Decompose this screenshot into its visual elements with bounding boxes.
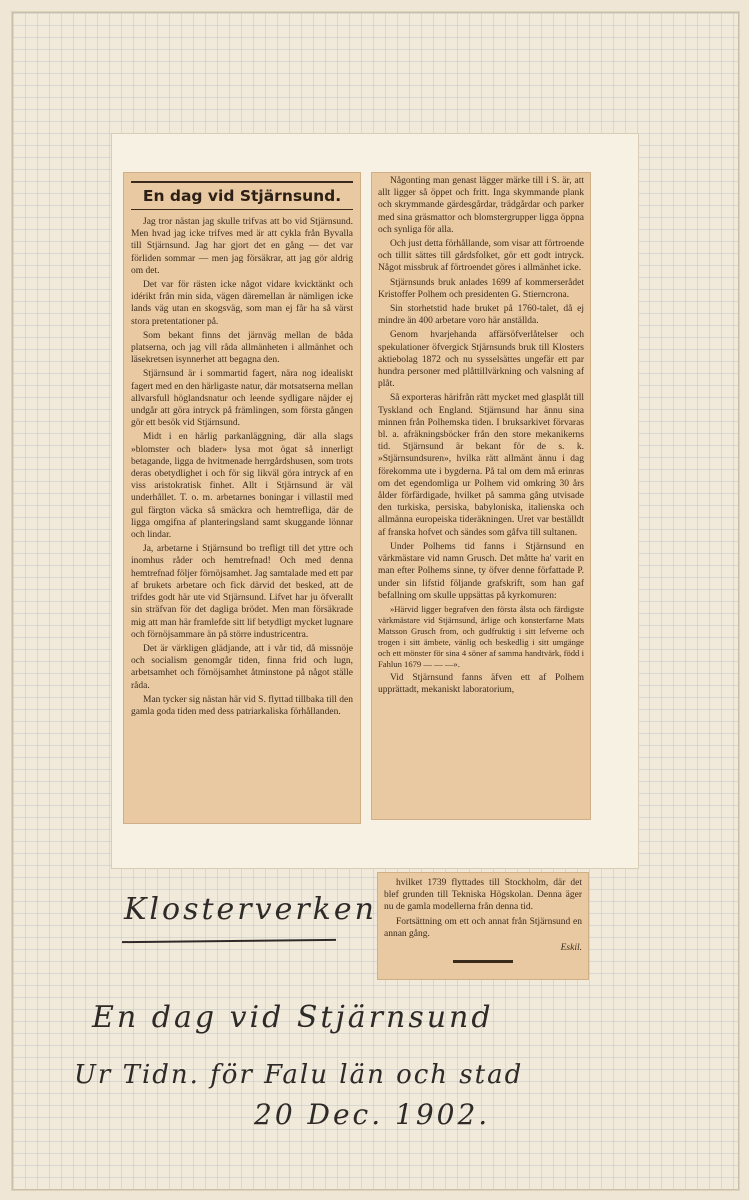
article-paragraph: Midt i en härlig parkanläggning, där alla slags »blomster och blader» lysa mot ögat så innerligt betagande, ligga de hvitmenade herrgårdshusen, som trots deras obetydlighet i och för sig likväl göra intryck af en viss aristokratisk finhet. Allt i Stjärnsund är väl underhållet. T. o. m. arbetarnes boningar i villastil med gul färgton väcka så smäckra och hemtrefliga, där de ligga omgifna af planteringsland samt skuggande lönnar och lindar. bbox=[131, 432, 353, 541]
newspaper-clipping-continuation bbox=[377, 872, 589, 980]
epitaph-quote: »Härvid ligger begrafven den första ålsta och färdigste värkmästare vid Stjärnsund, ärlige och konsterfarne Mats Matsson Grusch from, och gudfruktig i sitt lefverne och trogen i sitt ämbete, vänlig och beskedlig i sitt umgänge och ett mönster för sina 4 söner af samma handtvärk, född i Fahlun 1679 — — —». bbox=[378, 603, 584, 669]
article-paragraph: Som bekant finns det järnväg mellan de båda platserna, och jag vill råda allmänheten i allmänhet och läsekretsen isynnerhet att begagna den. bbox=[131, 330, 353, 366]
author-signature: Eskil. bbox=[560, 943, 582, 954]
article-paragraph: Det är värkligen glädjande, att i vår tid, då missnöje och socialism genomgår tiden, finna frid och lugn, arbetsamhet och förnöjsamhet åtminstone på något ställe råda. bbox=[131, 643, 353, 691]
handwritten-title: En dag vid Stjärnsund bbox=[92, 1000, 494, 1035]
newspaper-clipping-column-2 bbox=[371, 172, 591, 820]
article-paragraph: Så exporteras härifrån rätt mycket med glasplåt till Tyskland och England. Stjärnsund har ännu sina minnen från Polhemska tiden. I bruksarkivet förvaras bl. a. afräkningsböcker från den store mekanikerns tid. Stjärnsund är bekant för de s. k. »Stjärnsundsuren», hvilka rätt allmänt ännu i dag förekomma ute i bygderna. På tal om dem må erinras om det egendomliga ur Polhem vid omkring 30 års ålder förfärdigade, hvilket på samma gång utvisade den turkiska, persiska, babyloniska, italienska och allmänna europeiska tideräkningen. Uret var beställdt af franska hofvet och sändes som gåfva till sultanen. bbox=[378, 393, 584, 538]
handwritten-label: Klosterverken bbox=[124, 892, 377, 927]
article-paragraph: Sin storhetstid hade bruket på 1760-talet, då ej mindre än 400 arbetare voro här anställda. bbox=[378, 304, 584, 327]
article-paragraph: Vid Stjärnsund fanns äfven ett af Polhem upprättadt, mekaniskt laboratorium, bbox=[378, 672, 584, 696]
handwritten-date: 20 Dec. 1902. bbox=[254, 1098, 491, 1131]
article-paragraph: Jag tror nästan jag skulle trifvas att bo vid Stjärnsund. Men hvad jag icke trifves med är att cykla från Byvalla till Stjärnsund. Jag har gjort det en gång — det var förliden sommar — men jag försäkrar, att jag gör aldrig om det. bbox=[131, 217, 353, 276]
article-paragraph: Genom hvarjehanda affärsöfverlåtelser och spekulationer öfvergick Stjärnsunds bruk till Klosters aktiebolag 1872 och nu sysselsättes ungefär ett par hundra personer med plåttillvärkning och valsning af plåt. bbox=[378, 330, 584, 390]
article-paragraph: Ja, arbetarne i Stjärnsund bo trefligt till det yttre och inomhus råder och hemtrefnad! Och med denna hemtrefnad följer förnöjsamhet. Jag samtalade med ett par af brukets arbetare och fick därvid det besked, att de trifdes godt här ute vid Stjärnsund. Lifvet har ju öfverallt sin sträfvan för det dagliga brödet. Men man försäkrade mig att man här framlefde sitt lif betydligt mycket lugnare och förnöjsammare än på större industricentra. bbox=[131, 544, 353, 640]
article-paragraph: Stjärnsund är i sommartid fagert, nära nog idealiskt fagert med en den härligaste natur, där motsatserna mellan allvarsfull höglandsnatur och leende sydligare näjder ej undgår att göra intryck på främlingen, som första gången gör ett besök vid Stjärnsund. bbox=[131, 369, 353, 429]
article-paragraph: Och just detta förhållande, som visar att förtroende och tillit sättes till gårdsfolket, gör ett godt intryck. Något missbruk af förtroendet göres i allmänhet icke. bbox=[378, 239, 584, 274]
article-paragraph: Man tycker sig nästan här vid S. flyttad tillbaka till den gamla goda tiden med dess patriarkaliska förhållanden. bbox=[131, 694, 353, 717]
article-paragraph: Stjärnsunds bruk anlades 1699 af kommerserådet Kristoffer Polhem och presidenten G. Stierncrona. bbox=[378, 277, 584, 300]
article-paragraph: Någonting man genast lägger märke till i S. är, att allt ligger så öppet och fritt. Inga skymmande plank och skrymmande gärdesgårdar, trädgårdar och parker med sina gräsmattor och blomstergrupper ligga öppna och synliga för alla. bbox=[378, 176, 584, 235]
closing-rule bbox=[453, 960, 513, 963]
article-paragraph: hvilket 1739 flyttades till Stockholm, där det blef grunden till Tekniska Högskolan. Denna äger nu de gamla modellerna från denna tid. bbox=[384, 878, 582, 913]
article-paragraph: Det var för rästen icke något vidare kvicktänkt och idérikt från min sida, vägen däremellan är nämligen icke lands väg utan en skogsväg, som man ej får ha så värst stora pretentationer på. bbox=[131, 280, 353, 327]
newspaper-clipping-column-1 bbox=[123, 172, 361, 824]
article-headline: En dag vid Stjärnsund. bbox=[131, 181, 353, 210]
article-paragraph: Under Polhems tid fanns i Stjärnsund en värkmästare vid namn Grusch. Det måtte ha' varit en man efter Polhems sinne, ty öfver denne författade P. under sin lifstid följande grafskrift, som han gaf befallning om skulle uppsättas på kyrkomuren: bbox=[378, 541, 584, 601]
article-paragraph: Fortsättning om ett och annat från Stjärnsund en annan gång. bbox=[384, 916, 582, 939]
handwritten-source: Ur Tidn. för Falu län och stad bbox=[74, 1060, 524, 1090]
